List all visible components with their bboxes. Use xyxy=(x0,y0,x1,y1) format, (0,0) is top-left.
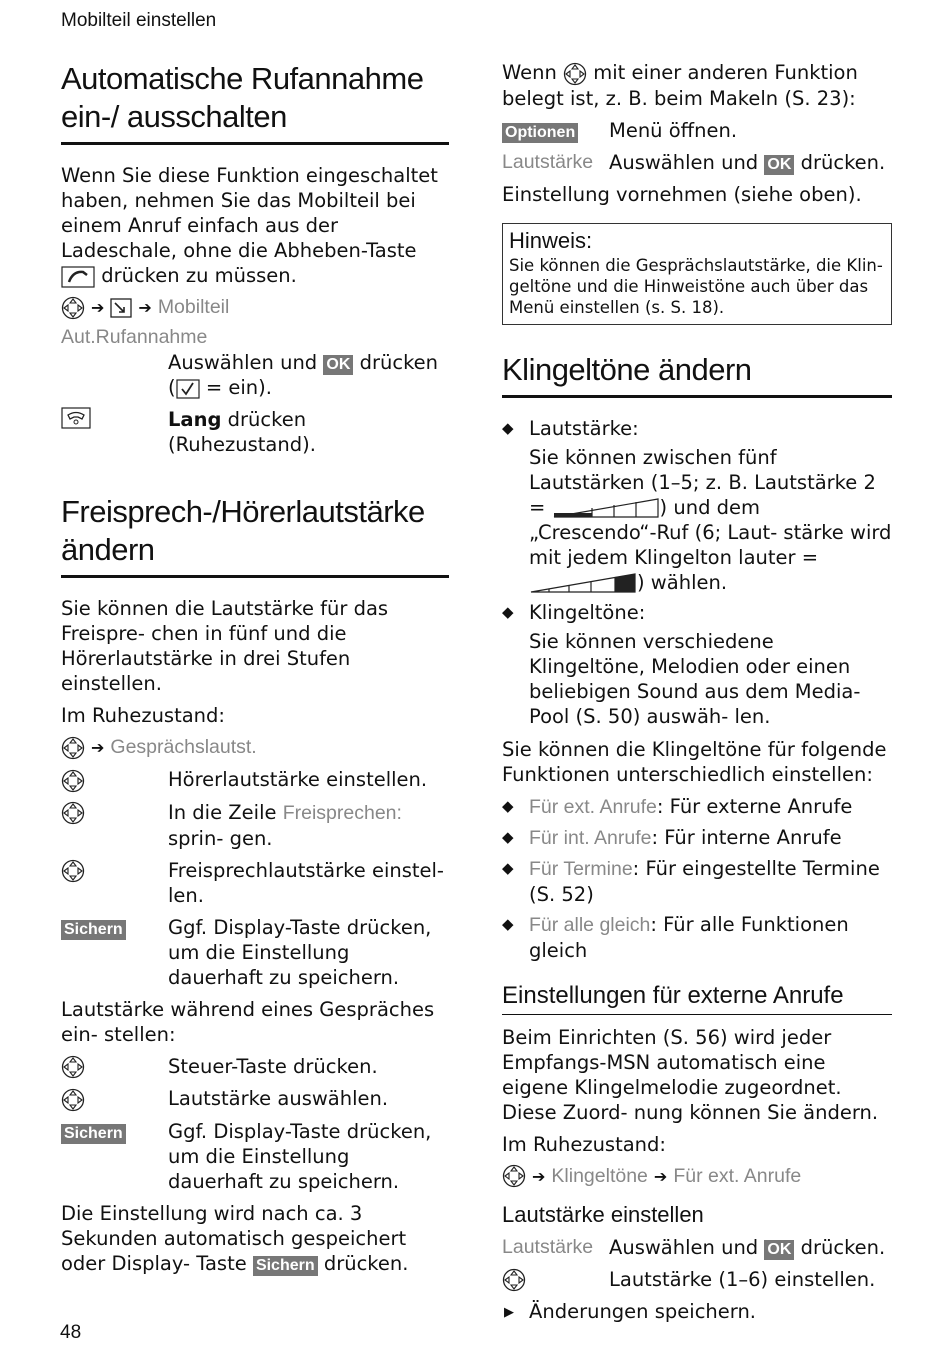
page-number: 48 xyxy=(60,1322,82,1343)
settings-menu-icon xyxy=(110,298,132,318)
menu-option-fuer-ext-anrufe: Für ext. Anrufe xyxy=(673,1164,802,1187)
section-title-volume: Freisprech-/Hörerlautstärke ändern xyxy=(61,493,449,578)
lautstaerke-row: Lautstärke Auswählen und OK drücken. xyxy=(502,150,886,174)
arrow-right-icon: ➔ xyxy=(532,1166,546,1186)
optionen-key: Optionen xyxy=(502,123,578,143)
list-item: ◆ Für int. Anrufe: Für interne Anrufe xyxy=(502,825,892,851)
auto-answer-select-row: Auswählen und OK drücken ( = ein). xyxy=(168,351,439,399)
ringtone-options-list xyxy=(502,416,892,729)
auto-answer-path xyxy=(61,295,449,320)
volume-row-5: Steuer-Taste drücken. xyxy=(61,1054,449,1080)
ok-key: OK xyxy=(764,1240,794,1260)
list-item: ◆ Klingeltöne: Sie können verschiedene Klingeltöne, Melodien oder einen beliebigen Sound aus dem Media-Pool (S. 50) auswäh- len. xyxy=(502,600,892,729)
functions-intro: Sie können die Klingeltöne für folgende Funktionen unterschiedlich einstellen: xyxy=(502,737,887,786)
volume-end-note: Die Einstellung wird nach ca. 3 Sekunden automatisch gespeichert oder Display- Taste Sichern drücken. xyxy=(61,1201,409,1275)
left-column xyxy=(61,60,449,1283)
hinweis-title: Hinweis: xyxy=(509,227,593,253)
menu-option-lautstaerke: Lautstärke xyxy=(502,150,594,173)
sichern-key: Sichern xyxy=(61,1124,126,1144)
volume-row-1: Hörerlautstärke einstellen. xyxy=(61,767,449,793)
volume-row-4: Sichern Ggf. Display-Taste drücken, um die Einstellung dauerhaft zu speichern. xyxy=(61,915,449,990)
menu-option-lautstaerke: Lautstärke xyxy=(502,1235,594,1258)
hinweis-body: Sie können die Gesprächslautstärke, die Klin- geltöne und die Hinweistöne auch über das Menü einstellen (s. S. 18). xyxy=(509,255,883,317)
running-header: Mobilteil einstellen xyxy=(61,10,217,31)
nav-key-icon xyxy=(61,736,85,760)
section-title-ringtones: Klingeltöne ändern xyxy=(502,351,892,398)
menu-option-gespraechslautst: Gesprächslautst. xyxy=(110,736,257,758)
makeln-intro: Wenn mit einer anderen Funktion belegt ist, z. B. beim Makeln (S. 23): xyxy=(502,61,858,110)
sichern-key: Sichern xyxy=(61,920,126,940)
save-changes-step: ▶ Änderungen speichern. xyxy=(502,1299,892,1324)
menu-option-klingeltoene: Klingeltöne xyxy=(551,1164,648,1187)
volume-row-3: Freisprechlautstärke einstel- len. xyxy=(61,858,449,908)
arrow-right-icon: ➔ xyxy=(653,1166,668,1186)
nav-key-icon xyxy=(563,62,587,86)
menu-option-aut-rufannahme: Aut.Rufannahme xyxy=(61,326,208,348)
nav-key-icon xyxy=(61,769,85,793)
nav-key-icon xyxy=(61,859,85,883)
nav-key-icon xyxy=(502,1268,526,1292)
arrow-right-icon: ➔ xyxy=(91,738,105,757)
auto-answer-end-row: Lang drücken (Ruhezustand). xyxy=(61,407,449,457)
list-item: ◆ Für alle gleich: Für alle Funktionen gleich xyxy=(502,912,892,963)
volume-bar-icon xyxy=(552,497,660,519)
external-intro: Beim Einrichten (S. 56) wird jeder Empfangs-MSN automatisch eine eigene Klingelmelodie zugeordnet. Diese Zuord- nung können Sie ändern. xyxy=(502,1025,879,1124)
arrow-right-icon: ➔ xyxy=(138,298,152,317)
arrow-right-icon: ➔ xyxy=(91,298,105,317)
volume-bar-icon xyxy=(529,572,637,594)
volume-row-6: Lautstärke auswählen. xyxy=(61,1086,449,1112)
subsection-title-volume: Lautstärke einstellen xyxy=(502,1201,704,1227)
external-idle: Im Ruhezustand: xyxy=(502,1132,666,1156)
ok-key: OK xyxy=(323,355,353,375)
volume-adjust-row: Lautstärke (1–6) einstellen. xyxy=(502,1267,892,1293)
nav-key-icon xyxy=(502,1164,526,1188)
list-item: ◆ Für Termine: Für eingestellte Termine (S. 52) xyxy=(502,856,892,907)
setting-note: Einstellung vornehmen (siehe oben). xyxy=(502,182,862,206)
nav-key-icon xyxy=(61,1088,85,1112)
list-item: ◆ Lautstärke: Sie können zwischen fünf Lautstärken (1–5; z. B. Lautstärke 2 = ) und dem „Crescendo“-Ruf (6; Laut- stärke wird mit jedem Klingelton lauter = ) wählen. xyxy=(502,416,892,595)
volume-path xyxy=(61,735,449,760)
handset-off-hook-icon xyxy=(61,266,95,288)
auto-answer-intro: Wenn Sie diese Funktion eingeschaltet haben, nehmen Sie das Mobilteil bei einem Anruf einfach aus der Ladeschale, ohne die Abheben-Taste drücken zu müssen. xyxy=(61,164,438,287)
volume-select-row: Lautstärke Auswählen und OK drücken. xyxy=(502,1235,886,1259)
hinweis-box xyxy=(502,223,892,325)
end-call-key-icon xyxy=(61,407,91,429)
volume-row-2: In die Zeile Freisprechen: sprin- gen. xyxy=(61,800,449,851)
volume-idle: Im Ruhezustand: xyxy=(61,704,225,727)
checkbox-checked-icon xyxy=(176,379,200,399)
external-path xyxy=(502,1164,892,1189)
nav-key-icon xyxy=(61,801,85,825)
menu-option-freisprechen: Freisprechen: xyxy=(282,801,402,824)
functions-list xyxy=(502,794,892,963)
right-column xyxy=(502,60,892,1324)
volume-during-call: Lautstärke während eines Gespräches ein- stellen: xyxy=(61,997,435,1046)
volume-intro: Sie können die Lautstärke für das Freispre- chen in fünf und die Hörerlautstärke in drei Stufen einstellen. xyxy=(61,597,389,695)
section-title-auto-answer: Automatische Rufannahme ein-/ ausschalten xyxy=(61,60,449,145)
sichern-key: Sichern xyxy=(253,1256,318,1276)
ok-key: OK xyxy=(764,155,794,175)
section-title-external-calls: Einstellungen für externe Anrufe xyxy=(502,981,892,1015)
options-row: Optionen Menü öffnen. xyxy=(502,118,892,143)
nav-key-icon xyxy=(61,1055,85,1079)
menu-option-mobilteil: Mobilteil xyxy=(157,296,230,318)
volume-row-7: Sichern Ggf. Display-Taste drücken, um die Einstellung dauerhaft zu speichern. xyxy=(61,1119,449,1194)
list-item: ◆ Für ext. Anrufe: Für externe Anrufe xyxy=(502,794,892,820)
nav-key-icon xyxy=(61,296,85,320)
